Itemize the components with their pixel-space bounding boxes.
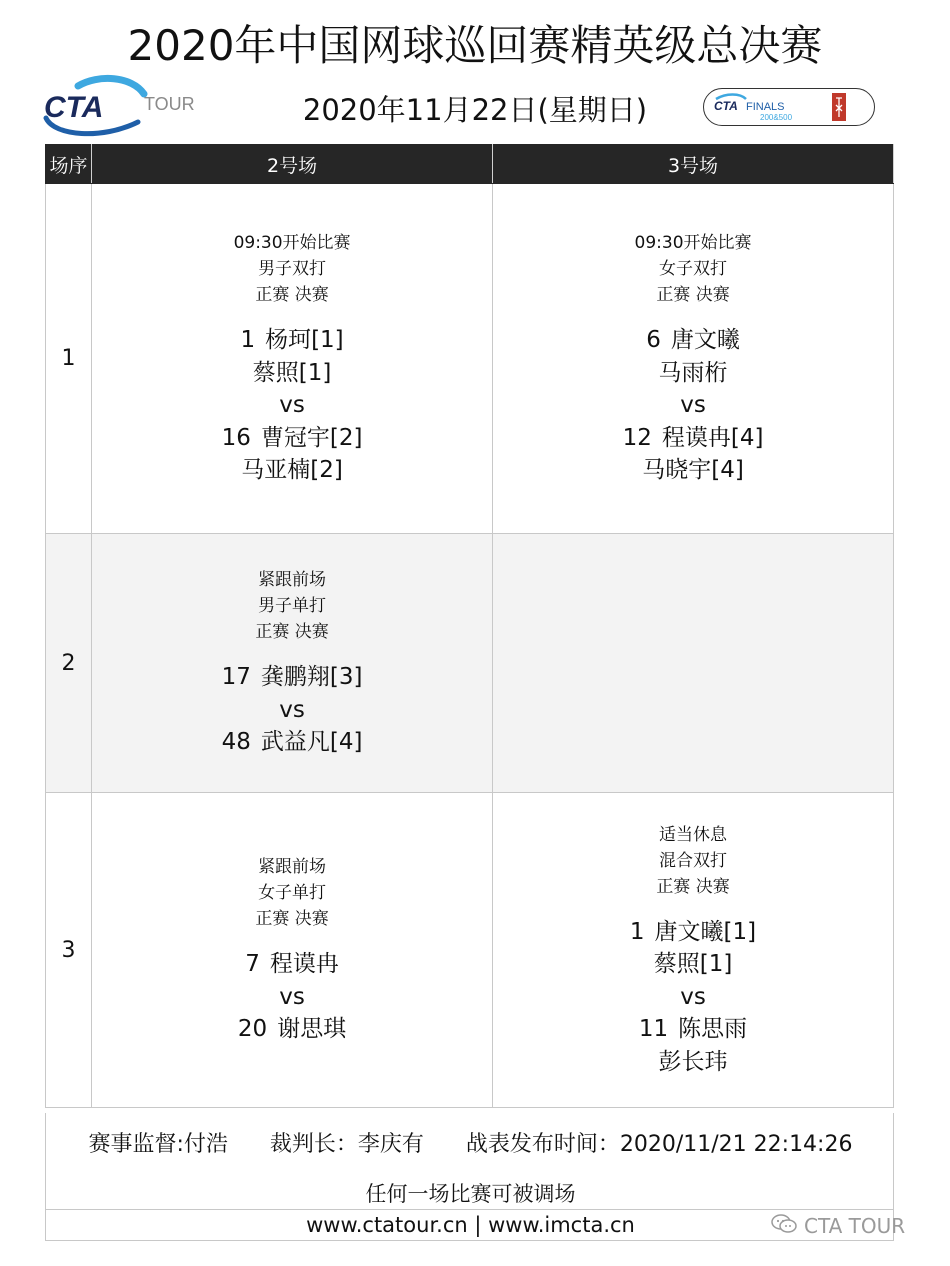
seed-number: 17	[221, 664, 251, 691]
header-court-2: 2号场	[92, 145, 493, 184]
player-name: 唐文曦[1]	[654, 918, 757, 945]
schedule-table	[45, 144, 894, 1108]
match-event: 女子双打	[659, 259, 728, 280]
match-cell-court-3	[493, 793, 894, 1108]
match-event: 男子双打	[258, 259, 327, 280]
player-name: 蔡照[1]	[252, 359, 332, 386]
vs-label: vs	[680, 392, 706, 419]
match-date: 2020年11月22日(星期日)	[302, 93, 648, 127]
page-title: 2020年中国网球巡回赛精英级总决赛	[127, 21, 823, 70]
match-time: 09:30开始比赛	[634, 233, 752, 254]
player-name: 杨珂[1]	[265, 327, 344, 354]
vs-label: vs	[279, 983, 305, 1010]
player-line	[92, 324, 492, 357]
match-time: 适当休息	[659, 824, 728, 845]
table-header-row	[46, 145, 894, 184]
header-order: 场序	[46, 145, 92, 184]
vs-label: vs	[279, 392, 305, 419]
player-line	[92, 1013, 492, 1046]
player-name: 程谟冉[4]	[661, 424, 764, 451]
player-name: 马晓宇[4]	[642, 457, 744, 484]
seed-number: 1	[629, 918, 645, 945]
match-stage: 正赛 决赛	[656, 876, 730, 897]
match-cell-court-2	[92, 184, 493, 534]
player-name: 曹冠宇[2]	[260, 424, 363, 451]
table-row	[46, 534, 894, 793]
seed-number: 1	[240, 327, 256, 354]
player-line	[493, 1013, 893, 1046]
svg-text:200&500: 200&500	[760, 113, 793, 122]
player-line	[493, 422, 893, 455]
player-name: 龚鹏翔[3]	[260, 664, 363, 691]
match-time: 09:30开始比赛	[233, 233, 351, 254]
svg-text:CTA: CTA	[44, 91, 104, 124]
order-number: 2	[46, 534, 92, 793]
seed-number: 7	[245, 951, 260, 978]
match-cell-court-2	[92, 534, 493, 793]
player-name: 陈思雨	[678, 1016, 748, 1043]
wechat-watermark	[770, 1211, 905, 1241]
match-event: 混合双打	[659, 850, 728, 871]
player-name: 唐文曦	[670, 327, 740, 354]
player-line	[92, 661, 492, 694]
player-name: 程谟冉	[269, 951, 339, 978]
player-line	[92, 454, 492, 487]
player-name: 蔡照[1]	[653, 951, 733, 978]
table-row	[46, 184, 894, 534]
website-links[interactable]: www.ctatour.cn | www.imcta.cn	[306, 1213, 635, 1237]
player-line	[92, 948, 492, 981]
order-number: 3	[46, 793, 92, 1108]
player-name: 彭长玮	[658, 1048, 728, 1075]
seed-number: 11	[638, 1016, 669, 1043]
officials-info: 赛事监督:付浩 裁判长：李庆有 战表发布时间：2020/11/21 22:14:26	[88, 1132, 853, 1157]
match-time: 紧跟前场	[258, 857, 327, 878]
match-stage: 正赛 决赛	[255, 285, 329, 306]
match-stage: 正赛 决赛	[255, 909, 329, 930]
match-cell-court-3	[493, 184, 894, 534]
table-row	[46, 793, 894, 1108]
match-event: 男子单打	[258, 596, 327, 617]
player-name: 谢思琪	[277, 1016, 347, 1043]
match-cell-court-3-empty	[493, 534, 894, 793]
seed-number: 20	[237, 1016, 268, 1043]
cta-finals-logo	[703, 88, 875, 126]
player-line	[92, 726, 492, 759]
vs-label: vs	[680, 983, 706, 1010]
match-event: 女子单打	[258, 883, 327, 904]
player-line	[493, 948, 893, 981]
player-name: 马亚楠[2]	[241, 457, 343, 484]
player-line	[493, 1046, 893, 1079]
vs-label: vs	[279, 696, 305, 723]
svg-text:CTA: CTA	[714, 99, 738, 113]
header-court-3: 3号场	[493, 145, 894, 184]
svg-text:TOUR: TOUR	[144, 94, 195, 114]
match-time: 紧跟前场	[258, 570, 327, 591]
player-name: 马雨桁	[658, 359, 728, 386]
wechat-icon	[770, 1213, 798, 1243]
order-number: 1	[46, 184, 92, 534]
watermark-text: CTA TOUR	[804, 1214, 906, 1238]
match-cell-court-2	[92, 793, 493, 1108]
player-line	[92, 422, 492, 455]
player-line	[493, 324, 893, 357]
match-stage: 正赛 决赛	[255, 622, 329, 643]
player-line	[92, 357, 492, 390]
svg-text:FINALS: FINALS	[746, 101, 785, 113]
player-name: 武益凡[4]	[260, 729, 363, 756]
schedule-footer	[45, 1113, 894, 1241]
player-line	[493, 916, 893, 949]
seed-number: 6	[646, 327, 661, 354]
seed-number: 12	[622, 424, 652, 451]
seed-number: 16	[221, 424, 251, 451]
player-line	[493, 454, 893, 487]
player-line	[493, 357, 893, 390]
rescheduling-note: 任何一场比赛可被调场	[365, 1182, 576, 1206]
match-stage: 正赛 决赛	[656, 285, 730, 306]
seed-number: 48	[221, 729, 251, 756]
